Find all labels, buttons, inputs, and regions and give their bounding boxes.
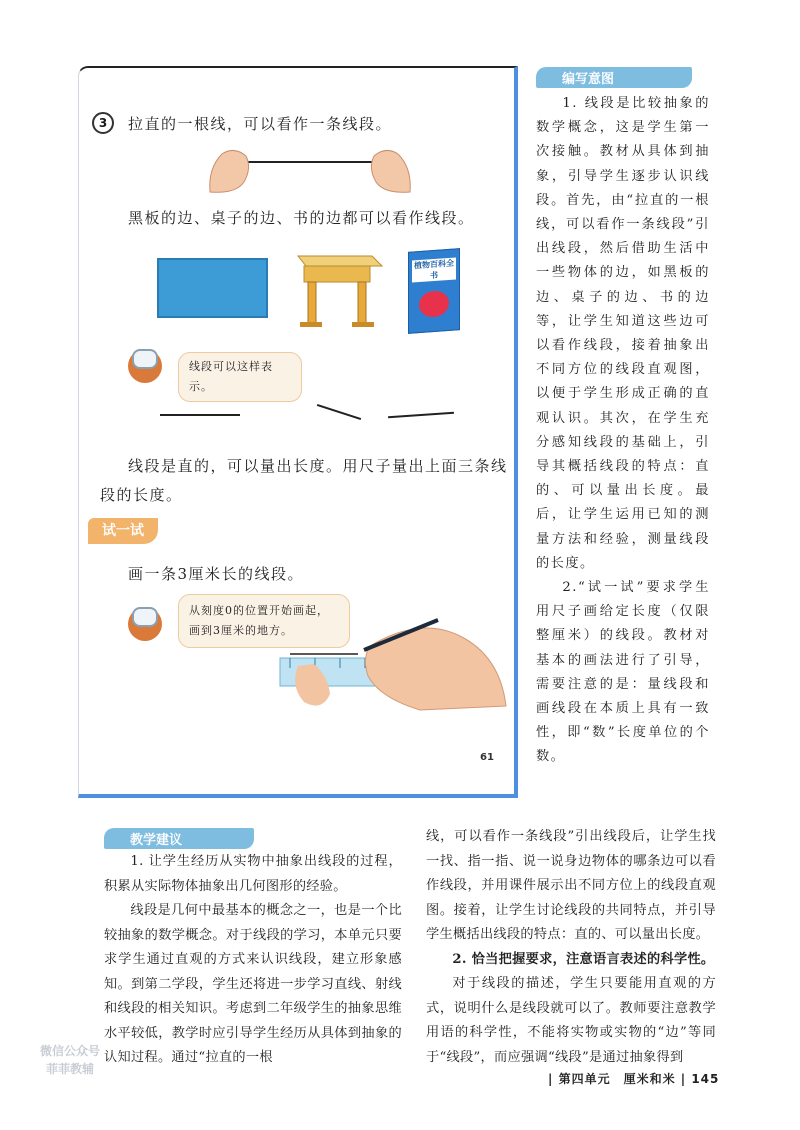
robot-avatar-1 (128, 342, 162, 383)
teaching-right-para-2: 2. 恰当把握要求，注意语言表述的科学性。 (452, 951, 715, 967)
robot-icon (128, 607, 162, 641)
design-intent-text (536, 92, 710, 770)
edges-sentence: 黑板的边、桌子的边、书的边都可以看作线段。 (128, 209, 475, 227)
teaching-left-para-2: 线段是几何中最基本的概念之一，也是一个比较抽象的数学概念。对于线段的学习，本单元只要求学生通过直观的方式来认识线段，建立形象感知。到第二学段，学生还将进一步学习直线、射线和线段的相关知识。考虑到二年级学生的抽象思维水平较低，教学时应引导学生经历从具体到抽象的认知过程。通过“拉直的一根 (104, 903, 402, 1065)
item-title: 拉直的一根线，可以看作一条线段。 (128, 115, 393, 133)
bubble-2-line-2: 画到3厘米的地方。 (189, 624, 293, 637)
hands-holding-string-image (200, 142, 420, 198)
hand-drawing-with-ruler-image (270, 606, 510, 716)
design-intent-para-2: 2.“试一试”要求学生用尺子画给定长度（仅限整厘米）的线段。教材对基本的画法进行了引导，需要注意的是：量线段和画线段在本质上具有一致性，即“数”长度单位的个数。 (536, 580, 710, 765)
design-intent-heading: 编写意图 (536, 67, 692, 88)
footer-page-number: 145 (691, 1072, 720, 1086)
teaching-right-para-1: 线，可以看作一条线段”引出线段后，让学生找一找、指一指、说一说身边物体的哪条边可以看作线段，并用课件展示出不同方位上的线段直观图。接着，让学生讨论线段的共同特点，并引导学生概括出线段的特点：直的、可以量出长度。 (426, 829, 716, 942)
property-sentence-line-1: 线段是直的，可以量出长度。用尺子量出上面三条线 (128, 457, 508, 475)
robot-speech-bubble-1: 线段可以这样表示。 (178, 352, 302, 402)
teaching-right-para-3: 对于线段的描述，学生只要能用直观的方式，说明什么是线段就可以了。教师要注意教学用语的科学性，不能将实物或实物的“边”等同于“线段”，而应强调“线段”是通过抽象得到 (426, 976, 716, 1065)
property-sentence-line-2: 段的长度。 (100, 486, 183, 504)
robot-avatar-2 (128, 600, 162, 641)
try-it-task: 画一条3厘米长的线段。 (128, 565, 305, 583)
flower-icon (419, 290, 449, 318)
watermark (40, 1042, 100, 1078)
encyclopedia-book-image (408, 248, 460, 334)
blackboard-image (157, 258, 268, 318)
item-number-circle: 3 (92, 112, 114, 134)
teaching-left-para-1: 1. 让学生经历从实物中抽象出线段的过程，积累从实际物体抽象出几何图形的经验。 (104, 854, 402, 894)
teaching-suggestions-heading: 教学建议 (104, 828, 254, 849)
watermark-line-2: 菲菲教辅 (46, 1062, 95, 1076)
design-intent-para-1: 1. 线段是比较抽象的数学概念，这是学生第一次接触。教材从具体到抽象，引导学生逐步认识线段。首先，由“拉直的一根线，可以看作一条线段”引出线段，然后借助生活中一些物体的边，如黑板的边、桌子的边、书的边等，让学生知道这些边可以看作线段，接着抽象出不同方位的线段直观图，以便于学生形成正确的直观认识。其次，在学生充分感知线段的基础上，引导其概括线段的特点：直的、可以量出长度。最后，让学生运用已知的测量方法和经验，测量线段的长度。 (536, 96, 710, 571)
footer-separator: | (675, 1072, 692, 1086)
segment-horizontal (160, 414, 240, 416)
book-title: 植物百科全书 (412, 257, 456, 282)
student-page-number: 61 (480, 752, 494, 763)
footer-unit-label: 第四单元 厘米和米 (558, 1072, 676, 1086)
bubble-2-line-1: 从刻度0的位置开始画起， (189, 604, 329, 617)
try-it-tab: 试一试 (88, 518, 158, 544)
watermark-line-1: 微信公众号 (40, 1044, 101, 1058)
footer-separator: | (548, 1072, 559, 1086)
desk-image (290, 248, 384, 332)
teaching-right-column (426, 825, 716, 1070)
robot-icon (128, 349, 162, 383)
teaching-left-column (104, 850, 402, 1071)
footer-unit (548, 1070, 719, 1087)
